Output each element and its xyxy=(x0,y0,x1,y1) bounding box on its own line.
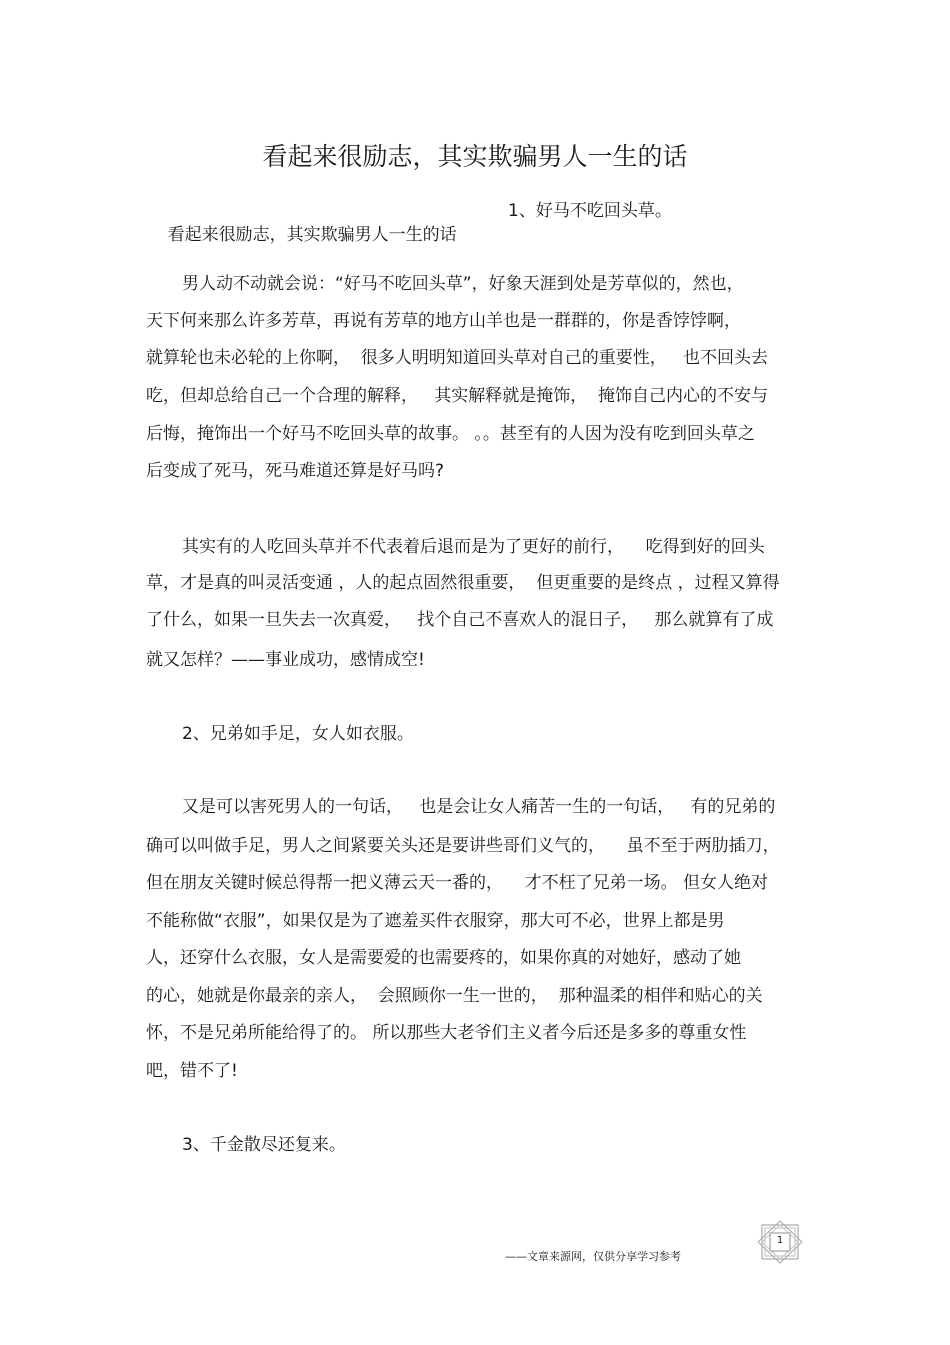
paragraph-3-line-3: 但在朋友关键时候总得帮一把义薄云天一番的， 才不枉了兄弟一场。 但女人绝对 xyxy=(146,873,769,893)
paragraph-3-line-5: 人，还穿什么衣服，女人是需要爱的也需要疼的，如果你真的对她好，感动了她 xyxy=(146,948,741,968)
paragraph-2-line-2: 草，才是真的叫灵活变通 ，人的起点固然很重要， 但更重要的是终点 ，过程又算得 xyxy=(146,573,780,593)
paragraph-3-line-1: 又是可以害死男人的一句话， 也是会让女人痛苦一生的一句话， 有的兄弟的 xyxy=(182,797,776,817)
paragraph-2-line-3: 了什么，如果一旦失去一次真爱， 找个自己不喜欢人的混日子， 那么就算有了成 xyxy=(146,610,774,630)
paragraph-3-line-2: 确可以叫做手足，男人之间紧要关头还是要讲些哥们义气的， 虽不至于两肋插刀， xyxy=(146,836,780,856)
paragraph-1-line-3: 就算轮也未必轮的上你啊， 很多人明明知道回头草对自己的重要性， 也不回头去 xyxy=(146,348,769,368)
paragraph-3-line-8: 吧，错不了! xyxy=(146,1061,238,1081)
paragraph-2-line-1: 其实有的人吃回头草并不代表着后退而是为了更好的前行， 吃得到好的回头 xyxy=(182,537,765,557)
document-subtitle: 看起来很励志，其实欺骗男人一生的话 xyxy=(167,225,457,245)
paragraph-1-line-6: 后变成了死马，死马难道还算是好马吗? xyxy=(146,461,445,481)
section-1-heading: 1、好马不吃回头草。 xyxy=(508,201,672,221)
paragraph-2-line-4: 就又怎样？——事业成功，感情成空! xyxy=(146,650,425,670)
page-number-badge xyxy=(756,1220,804,1264)
paragraph-1-line-2: 天下何来那么许多芳草，再说有芳草的地方山羊也是一群群的，你是香饽饽啊， xyxy=(146,311,741,331)
section-3-heading: 3、千金散尽还复来。 xyxy=(182,1135,346,1155)
paragraph-1-line-4: 吃，但却总给自己一个合理的解释， 其实解释就是掩饰， 掩饰自己内心的不安与 xyxy=(146,386,769,406)
section-2-heading: 2、兄弟如手足，女人如衣服。 xyxy=(182,724,414,744)
document-title: 看起来很励志，其实欺骗男人一生的话 xyxy=(262,142,688,171)
paragraph-3-line-6: 的心，她就是你最亲的亲人， 会照顾你一生一世的， 那种温柔的相伴和贴心的关 xyxy=(146,986,763,1006)
page-number: 1 xyxy=(776,1235,784,1246)
paragraph-3-line-4: 不能称做“衣服”，如果仅是为了遮羞买件衣服穿，那大可不必，世界上都是男 xyxy=(146,911,725,931)
footer-source-note: ——文章来源网，仅供分享学习参考 xyxy=(505,1250,681,1263)
paragraph-3-line-7: 怀，不是兄弟所能给得了的。 所以那些大老爷们主义者今后还是多多的尊重女性 xyxy=(146,1023,747,1043)
paragraph-1-line-5: 后悔，掩饰出一个好马不吃回头草的故事。 。。甚至有的人因为没有吃到回头草之 xyxy=(146,424,755,444)
paragraph-1-line-1: 男人动不动就会说：“好马不吃回头草”，好象天涯到处是芳草似的，然也， xyxy=(182,274,744,294)
